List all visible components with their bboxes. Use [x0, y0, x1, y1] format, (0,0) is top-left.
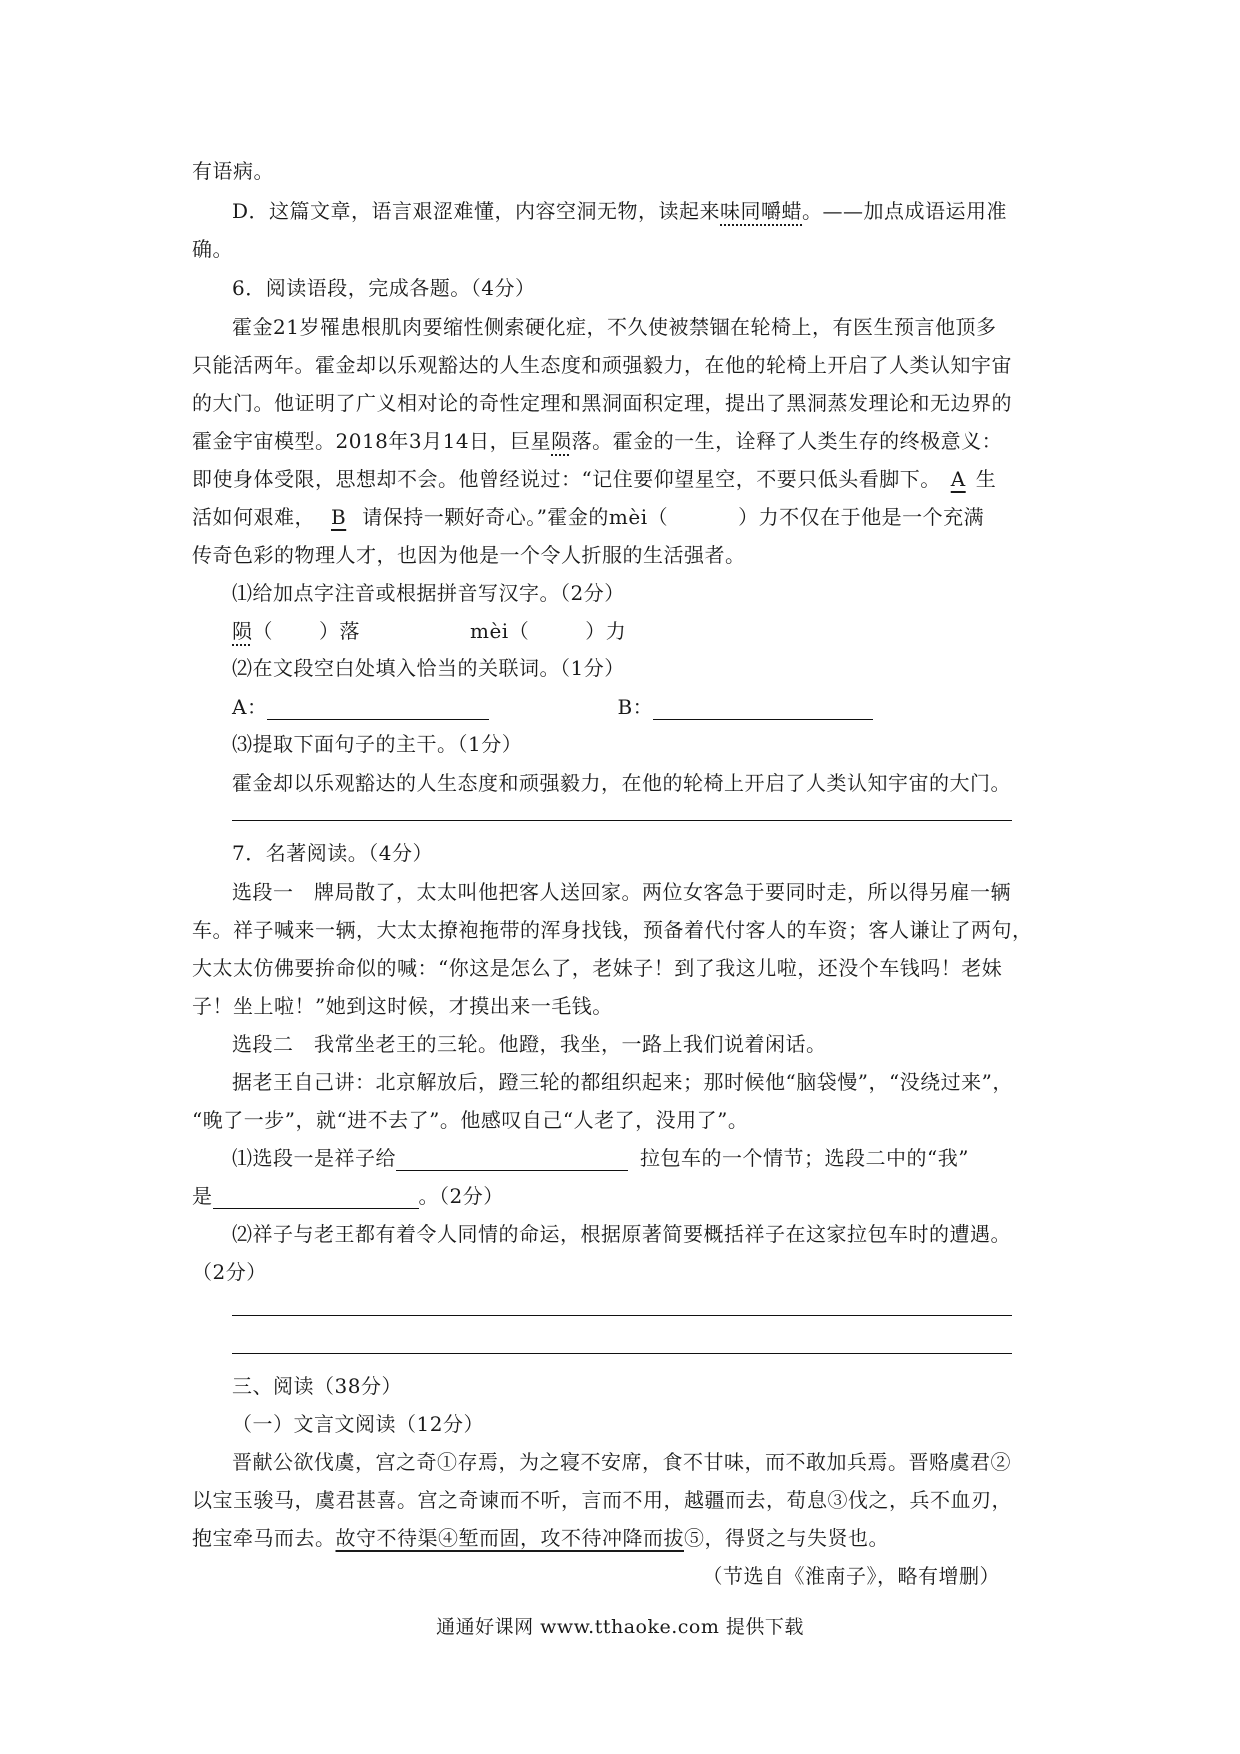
option-d-line	[232, 198, 1060, 224]
classical-text-line	[232, 1449, 1060, 1475]
dotted-idiom: 味同嚼蜡	[720, 199, 803, 223]
text: 只能活两年。霍金却以乐观豁达的人生态度和顽强毅力，在他的轮椅上开启了人类认知宇宙	[192, 353, 1012, 377]
text: 选段一 牌局散了，太太叫他把客人送回家。两位女客急于要同时走，所以得另雇一辆	[232, 880, 1011, 904]
classical-text-line	[192, 1525, 1060, 1551]
section3-subtitle	[232, 1411, 1060, 1437]
text: 。（2分）	[418, 1184, 504, 1208]
answer-line[interactable]	[232, 1353, 1012, 1354]
text: （节选自《淮南子》，略有增删）	[702, 1564, 1000, 1588]
q6-para-line	[192, 504, 1060, 530]
q7-title	[232, 840, 1060, 866]
text: 7．名著阅读。（4分）	[232, 841, 433, 865]
text: 生	[975, 467, 997, 491]
text: 6．阅读语段，完成各题。（4分）	[232, 276, 536, 300]
text: 大太太仿佛要拚命似的喊：“你这是怎么了，老妹子！到了我这儿啦，还没个车钱吗！老妹	[192, 956, 1003, 980]
text: ⑴给加点字注音或根据拼音写汉字。（2分）	[232, 581, 625, 605]
text: 霍金21岁罹患根肌肉要缩性侧索硬化症，不久使被禁锢在轮椅上，有医生预言他顶多	[232, 315, 997, 339]
q7-sub2-cont	[192, 1259, 1060, 1285]
text: B：	[617, 695, 654, 719]
answer-blank-b[interactable]	[653, 697, 873, 720]
text: 确。	[192, 237, 233, 261]
source-note	[703, 1563, 1001, 1589]
answer-line[interactable]	[232, 1315, 1012, 1316]
q6-title	[232, 275, 1060, 301]
text: 拉包车的一个情节；选段二中的“我”	[640, 1146, 969, 1170]
q6-sub3-sentence	[232, 770, 1060, 796]
q6-para-line	[192, 352, 1060, 378]
text: 的大门。他证明了广义相对论的奇性定理和黑洞面积定理，提出了黑洞蒸发理论和无边界的	[192, 391, 1012, 415]
q7-sub1	[232, 1145, 1060, 1171]
text: 。——加点成语运用准	[802, 199, 1008, 223]
text: 是	[192, 1184, 213, 1208]
text: ⑶提取下面句子的主干。（1分）	[232, 732, 523, 756]
text: 落。霍金的一生，诠释了人类生存的终极意义：	[571, 429, 1003, 453]
text: mèi（	[470, 619, 530, 643]
q7-passage-line	[192, 955, 1060, 981]
text: 传奇色彩的物理人才，也因为他是一个令人折服的生活强者。	[192, 543, 746, 567]
text: 有语病。	[192, 159, 274, 183]
text: 霍金宇宙模型。2018年3月14日，巨星	[192, 429, 552, 453]
q7-sub2	[232, 1221, 1060, 1247]
underlined-sentence: 故守不待渠④堑而固，攻不待冲降而拔	[335, 1526, 684, 1550]
q7-passage-line	[232, 879, 1060, 905]
text: ⑴选段一是祥子给	[232, 1146, 396, 1170]
text: 选段二 我常坐老王的三轮。他蹬，我坐，一路上我们说着闲话。	[232, 1032, 827, 1056]
text: 请保持一颗好奇心。”霍金的mèi（	[362, 505, 669, 529]
q7-passage-line	[232, 1031, 1060, 1057]
text: （2分）	[192, 1260, 267, 1284]
answer-line[interactable]	[232, 820, 1012, 821]
q6-sub1	[232, 580, 1060, 606]
answer-blank[interactable]	[396, 1148, 628, 1171]
q7-passage-line	[192, 1107, 1060, 1133]
footer-watermark: 通通好课网 www.tthaoke.com 提供下载	[436, 1616, 804, 1638]
q6-para-line	[192, 390, 1060, 416]
q7-sub1-cont	[192, 1183, 1060, 1209]
q7-passage-line	[232, 1069, 1060, 1095]
dotted-char: 陨	[551, 429, 572, 453]
q7-passage-line	[192, 993, 1060, 1019]
text: 抱宝牵马而去。	[192, 1526, 336, 1550]
text: 霍金却以乐观豁达的人生态度和顽强毅力，在他的轮椅上开启了人类认知宇宙的大门。	[232, 771, 1011, 795]
text: 子！坐上啦！”她到这时候，才摸出来一毛钱。	[192, 994, 613, 1018]
text: ）力不仅在于他是一个充满	[738, 505, 985, 529]
text: 三、阅读（38分）	[232, 1374, 402, 1398]
blank-b: B	[331, 505, 347, 529]
text: ）力	[585, 619, 627, 643]
q6-para-line	[192, 428, 1060, 454]
text: 据老王自己讲：北京解放后，蹬三轮的都组织起来；那时候他“脑袋慢”，“没绕过来”，	[232, 1070, 1013, 1094]
q6-para-line	[192, 542, 1060, 568]
text: A：	[232, 695, 268, 719]
dotted-char: 陨	[232, 619, 253, 643]
prev-text-line	[192, 158, 1060, 184]
text: ）落	[319, 619, 360, 643]
section3-title	[232, 1373, 1060, 1399]
text: D．这篇文章，语言艰涩难懂，内容空洞无物，读起来	[232, 199, 721, 223]
text: 以宝玉骏马，虞君甚喜。宫之奇谏而不听，言而不用，越疆而去，荀息③伐之，兵不血刃，	[192, 1488, 1012, 1512]
text: （一）文言文阅读（12分）	[232, 1412, 484, 1436]
answer-blank[interactable]	[213, 1186, 419, 1209]
text: 晋献公欲伐虞，宫之奇①存焉，为之寝不安席，食不甘味，而不敢加兵焉。晋赂虞君②	[232, 1450, 1011, 1474]
q6-para-line	[192, 466, 1060, 492]
answer-blank-a[interactable]	[267, 697, 489, 720]
blank-a: A	[950, 467, 966, 491]
text: （	[252, 619, 273, 643]
text: ⑵在文段空白处填入恰当的关联词。（1分）	[232, 656, 625, 680]
text: 车。祥子喊来一辆，大太太撩袍拖带的浑身找钱，预备着代付客人的车资；客人谦让了两句，	[192, 918, 1033, 942]
text: 即使身体受限，思想却不会。他曾经说过：“记住要仰望星空，不要只低头看脚下。	[192, 467, 941, 491]
classical-text-line	[192, 1487, 1060, 1513]
q6-para-line	[232, 314, 1060, 340]
option-d-line-end	[192, 236, 1060, 262]
q6-sub2-answer	[232, 694, 1060, 720]
q6-sub2	[232, 655, 1060, 681]
text: ⑵祥子与老王都有着令人同情的命运，根据原著简要概括祥子在这家拉包车时的遭遇。	[232, 1222, 1011, 1246]
text: ⑤，得贤之与失贤也。	[684, 1526, 889, 1550]
q6-sub3	[232, 731, 1060, 757]
q7-passage-line	[192, 917, 1060, 943]
text: 活如何艰难，	[192, 505, 315, 529]
q6-sub1-answer	[232, 618, 1060, 644]
text: “晚了一步”，就“进不去了”。他感叹自己“人老了，没用了”。	[192, 1108, 749, 1132]
